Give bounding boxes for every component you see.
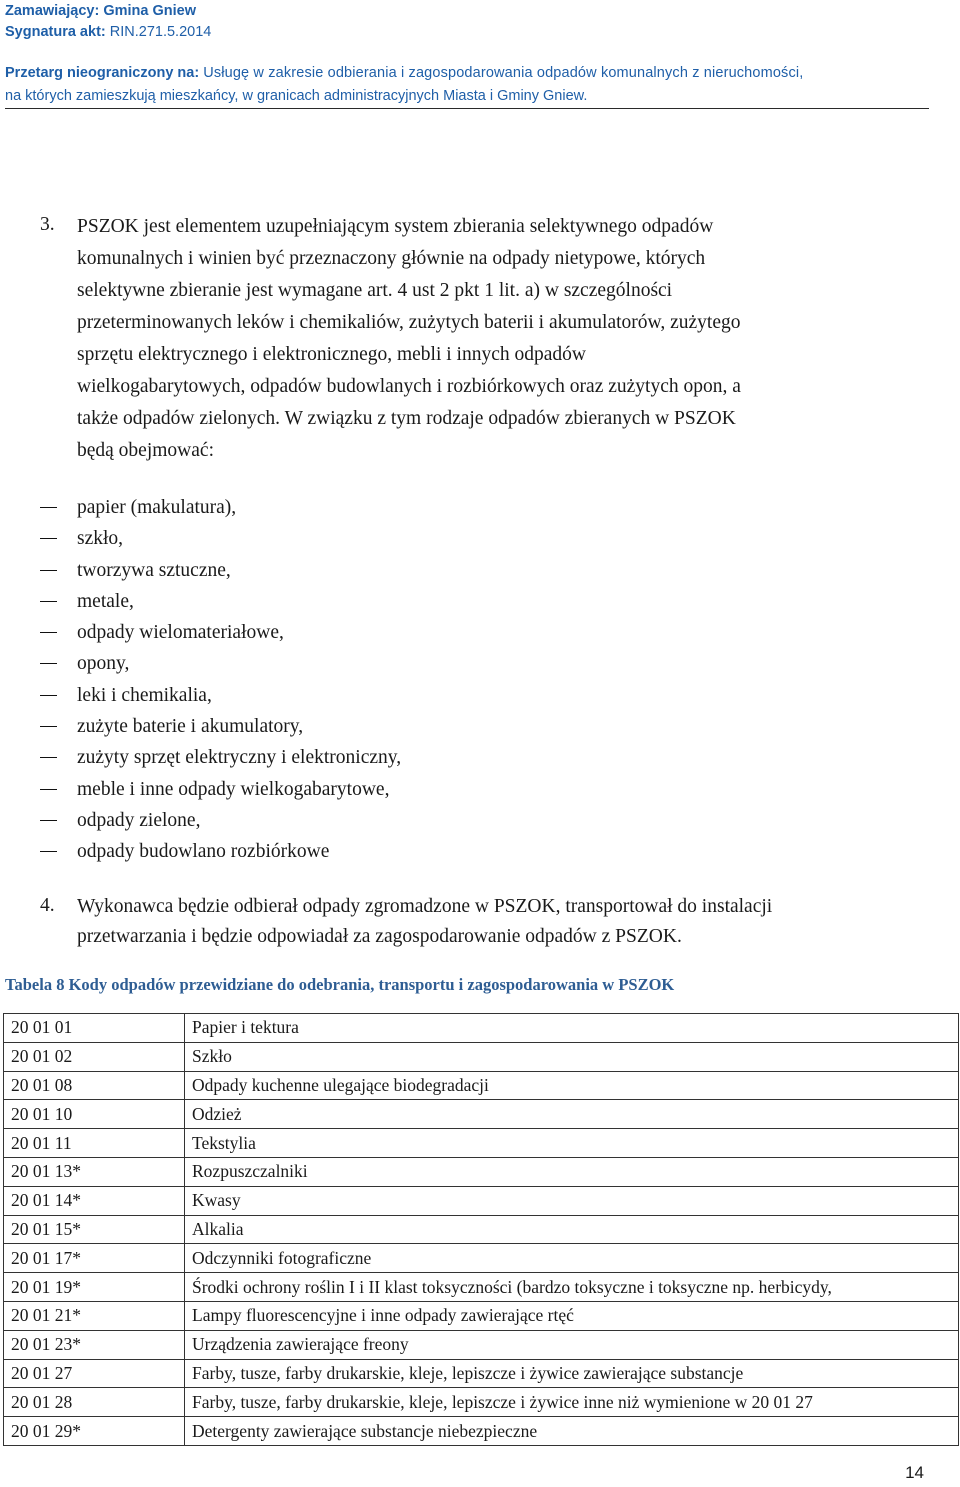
list-item: tworzywa sztuczne, [40, 555, 401, 586]
table-row [4, 1330, 959, 1359]
waste-types-list [40, 492, 401, 868]
waste-description-cell: Detergenty zawierające substancje niebezpieczne [185, 1417, 959, 1446]
table-row [4, 1071, 959, 1100]
table-row [4, 1388, 959, 1417]
table-row [4, 1042, 959, 1071]
waste-description-cell: Papier i tektura [185, 1014, 959, 1043]
waste-code-cell: 20 01 10 [4, 1100, 185, 1129]
waste-description-cell: Odpady kuchenne ulegające biodegradacji [185, 1071, 959, 1100]
list-item: odpady wielomateriałowe, [40, 617, 401, 648]
table-caption: Tabela 8 Kody odpadów przewidziane do odebrania, transportu i zagospodarowania w PSZOK [5, 975, 675, 994]
dash-bullet [40, 570, 57, 571]
list-item: opony, [40, 648, 401, 679]
dash-bullet [40, 789, 57, 790]
waste-description-cell: Odzież [185, 1100, 959, 1129]
waste-codes-table [3, 1013, 959, 1446]
waste-description-cell: Urządzenia zawierające freony [185, 1330, 959, 1359]
table-row [4, 1215, 959, 1244]
table-row [4, 1359, 959, 1388]
dash-bullet [40, 820, 57, 821]
section-3-number: 3. [40, 214, 55, 235]
waste-code-cell: 20 01 21* [4, 1301, 185, 1330]
waste-code-cell: 20 01 08 [4, 1071, 185, 1100]
dash-bullet [40, 663, 57, 664]
waste-description-cell: Odczynniki fotograficzne [185, 1244, 959, 1273]
waste-code-cell: 20 01 14* [4, 1186, 185, 1215]
waste-description-cell: Farby, tusze, farby drukarskie, kleje, lepiszcze i żywice zawierające substancje [185, 1359, 959, 1388]
waste-code-cell: 20 01 19* [4, 1273, 185, 1302]
waste-description-cell: Alkalia [185, 1215, 959, 1244]
list-item: zużyty sprzęt elektryczny i elektroniczny, [40, 742, 401, 773]
dash-bullet [40, 538, 57, 539]
tender-line-1: Przetarg nieograniczony na: Usługę w zakresie odbierania i zagospodarowania odpadów komunalnych z nieruchomości, [5, 65, 804, 81]
waste-description-cell: Lampy fluorescencyjne i inne odpady zawierające rtęć [185, 1301, 959, 1330]
tender-line-2: na których zamieszkują mieszkańcy, w granicach administracyjnych Miasta i Gminy Gniew. [5, 88, 588, 104]
list-item: zużyte baterie i akumulatory, [40, 711, 401, 742]
dash-bullet [40, 695, 57, 696]
dash-bullet [40, 507, 57, 508]
section-3-paragraph: PSZOK jest elementem uzupełniającym system zbierania selektywnego odpadów komunalnych i winien być przeznaczony głównie na odpady nietypowe, których selektywne zbieranie jest wymagane art. 4 ust 2 pkt 1 lit. a) w szczególności przeterminowanych leków i chemikaliów, zużytych baterii i akumulatorów, zużytego sprzętu elektrycznego i elektronicznego, mebli i innych odpadów wielkogabarytowych, odpadów budowlanych i rozbiórkowych oraz zużytych opon, a także odpadów zielonych. W związku z tym rodzaje odpadów zbieranych w PSZOK będą obejmować: [77, 216, 741, 461]
table-row [4, 1301, 959, 1330]
table-row [4, 1014, 959, 1043]
table-row [4, 1417, 959, 1446]
header-divider [5, 108, 929, 109]
table-row [4, 1100, 959, 1129]
waste-description-cell: Środki ochrony roślin I i II klast toksyczności (bardzo toksyczne i toksyczne np. herbicydy, [185, 1273, 959, 1302]
dash-bullet [40, 757, 57, 758]
dash-bullet [40, 632, 57, 633]
waste-description-cell: Szkło [185, 1042, 959, 1071]
table-row [4, 1129, 959, 1158]
table-row [4, 1186, 959, 1215]
waste-code-cell: 20 01 15* [4, 1215, 185, 1244]
page-number: 14 [905, 1463, 924, 1482]
section-4-number: 4. [40, 895, 55, 916]
list-item: leki i chemikalia, [40, 680, 401, 711]
list-item: odpady budowlano rozbiórkowe [40, 836, 401, 867]
waste-code-cell: 20 01 13* [4, 1157, 185, 1186]
section-4-paragraph: Wykonawca będzie odbierał odpady zgromadzone w PSZOK, transportował do instalacji przetwarzania i będzie odpowiadał za zagospodarowanie odpadów z PSZOK. [77, 896, 773, 947]
table-row [4, 1157, 959, 1186]
waste-code-cell: 20 01 01 [4, 1014, 185, 1043]
buyer-line: Zamawiający: Gmina Gniew [5, 3, 196, 19]
waste-description-cell: Kwasy [185, 1186, 959, 1215]
list-item: papier (makulatura), [40, 492, 401, 523]
list-item: szkło, [40, 523, 401, 554]
waste-code-cell: 20 01 28 [4, 1388, 185, 1417]
list-item: odpady zielone, [40, 805, 401, 836]
waste-code-cell: 20 01 27 [4, 1359, 185, 1388]
waste-code-cell: 20 01 29* [4, 1417, 185, 1446]
dash-bullet [40, 726, 57, 727]
waste-code-cell: 20 01 02 [4, 1042, 185, 1071]
table-row [4, 1273, 959, 1302]
waste-description-cell: Rozpuszczalniki [185, 1157, 959, 1186]
list-item: metale, [40, 586, 401, 617]
dash-bullet [40, 601, 57, 602]
waste-code-cell: 20 01 17* [4, 1244, 185, 1273]
table-row [4, 1244, 959, 1273]
list-item: meble i inne odpady wielkogabarytowe, [40, 774, 401, 805]
signature-line: Sygnatura akt: RIN.271.5.2014 [5, 24, 212, 40]
waste-description-cell: Tekstylia [185, 1129, 959, 1158]
waste-code-cell: 20 01 23* [4, 1330, 185, 1359]
waste-code-cell: 20 01 11 [4, 1129, 185, 1158]
dash-bullet [40, 851, 57, 852]
waste-description-cell: Farby, tusze, farby drukarskie, kleje, lepiszcze i żywice inne niż wymienione w 20 01 27 [185, 1388, 959, 1417]
